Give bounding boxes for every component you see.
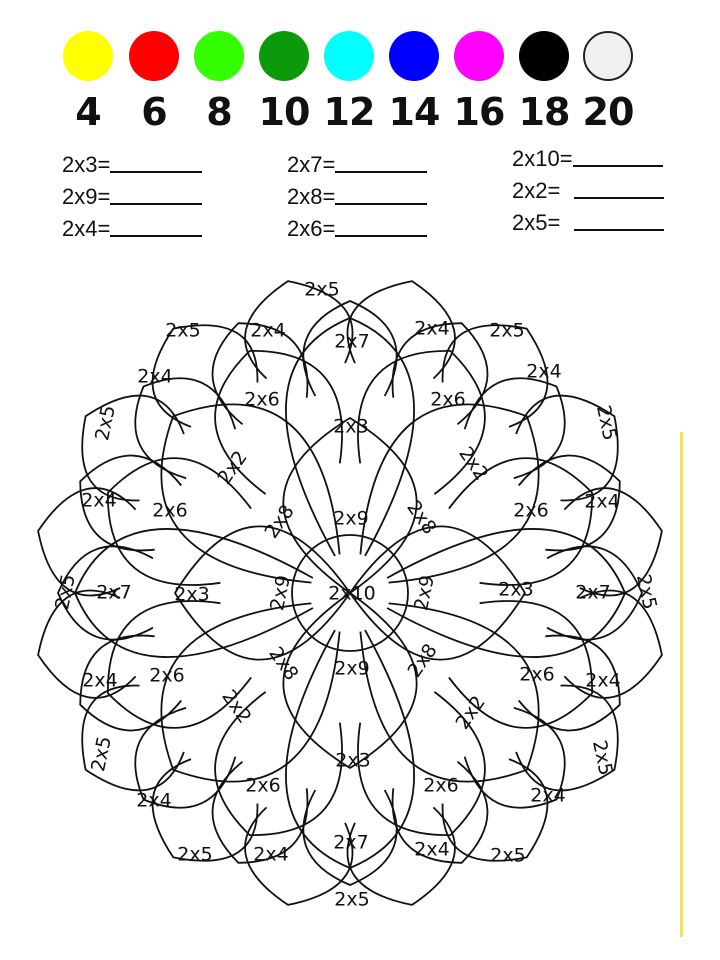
key-value-16: 16	[453, 90, 505, 134]
region-label: 2x6	[152, 499, 188, 522]
region-label: 2x4	[81, 489, 117, 512]
equation-text: 2x7=	[287, 152, 336, 177]
equation-2x8	[287, 180, 427, 210]
equation-text: 2x9=	[62, 184, 111, 209]
equation-2x5	[512, 206, 664, 236]
key-value-12: 12	[323, 90, 375, 134]
region-label: 2x7	[96, 581, 132, 604]
diag-lobe-3[interactable]	[161, 404, 339, 582]
region-label: 2x4	[414, 317, 450, 340]
equation-text: 2x2=	[512, 178, 561, 203]
region-label: 2x4	[137, 365, 173, 388]
answer-line[interactable]	[335, 203, 427, 205]
region-label: 2x4	[584, 490, 620, 513]
equation-text: 2x8=	[287, 184, 336, 209]
key-value-8: 8	[206, 90, 232, 134]
region-label: 2x8	[402, 496, 441, 539]
region-label: 2x4	[253, 843, 289, 866]
diag-lobe-2[interactable]	[161, 603, 339, 781]
key-value-18: 18	[518, 90, 570, 134]
region-label: 2x5	[177, 843, 213, 866]
region-label: 2x2	[213, 446, 252, 489]
region-label: 2x5	[490, 844, 526, 867]
color-key	[0, 0, 720, 140]
region-label: 2x5	[489, 319, 525, 342]
region-label: 2x7	[333, 831, 369, 854]
equation-text: 2x6=	[287, 216, 336, 241]
equation-2x3	[62, 148, 202, 178]
key-value-10: 10	[258, 90, 310, 134]
region-label: 2x9	[333, 507, 369, 530]
key-value-14: 14	[388, 90, 440, 134]
region-label: 2x5	[51, 572, 80, 612]
flower-coloring-mandala	[30, 258, 670, 930]
region-label: 2x5	[334, 888, 370, 911]
equation-text: 2x3=	[62, 152, 111, 177]
swatch-magenta[interactable]	[454, 31, 504, 81]
region-label: 2x4	[250, 319, 286, 342]
equation-2x2	[512, 174, 664, 204]
region-label: 2x6	[430, 388, 466, 411]
swatch-blue[interactable]	[389, 31, 439, 81]
diag-lobe-1[interactable]	[360, 603, 538, 781]
region-label: 2x5	[592, 403, 621, 443]
region-label: 2x3	[335, 749, 371, 772]
answer-line[interactable]	[110, 171, 202, 173]
center-lens-2[interactable]	[283, 593, 416, 768]
region-label: 2x9	[410, 573, 439, 613]
swatch-white[interactable]	[583, 31, 633, 81]
equation-2x10	[512, 142, 663, 172]
region-label: 2x7	[575, 581, 611, 604]
region-label: 2x5	[91, 403, 120, 443]
region-label: 2x5	[165, 319, 201, 342]
page-edge-line	[680, 432, 683, 937]
region-label: 2x5	[632, 572, 661, 612]
answer-line[interactable]	[573, 165, 663, 167]
swatch-red[interactable]	[129, 31, 179, 81]
equation-text: 2x4=	[62, 216, 111, 241]
region-label: 2x3	[333, 415, 369, 438]
region-label: 2x2	[217, 685, 256, 728]
equation-2x4	[62, 212, 202, 242]
equation-text: 2x5=	[512, 210, 561, 235]
swatch-dark-green[interactable]	[259, 31, 309, 81]
flower-labels	[51, 279, 661, 911]
region-label: 2x6	[423, 774, 459, 797]
equation-2x9	[62, 180, 202, 210]
key-value-20: 20	[582, 90, 634, 134]
region-label: 2x4	[530, 784, 566, 807]
region-label: 2x9	[266, 573, 295, 613]
answer-line[interactable]	[110, 235, 202, 237]
swatch-black[interactable]	[519, 31, 569, 81]
equation-2x6	[287, 212, 427, 242]
answer-line[interactable]	[335, 235, 427, 237]
diag-lobe-0[interactable]	[360, 404, 538, 582]
key-value-4: 4	[75, 90, 101, 134]
region-label: 2x10	[328, 582, 376, 605]
key-value-6: 6	[141, 90, 167, 134]
region-label: 2x8	[264, 642, 303, 685]
center-lens-0[interactable]	[283, 415, 416, 593]
region-label: 2x9	[334, 657, 370, 680]
region-label: 2x4	[526, 360, 562, 383]
swatch-light-green[interactable]	[194, 31, 244, 81]
region-label: 2x5	[87, 734, 116, 774]
region-label: 2x6	[244, 388, 280, 411]
region-label: 2x4	[414, 838, 450, 861]
swatch-yellow[interactable]	[63, 31, 113, 81]
swatch-cyan[interactable]	[324, 31, 374, 81]
region-label: 2x3	[174, 583, 210, 606]
region-label: 2x2	[451, 691, 490, 734]
region-label: 2x6	[513, 499, 549, 522]
region-label: 2x6	[519, 663, 555, 686]
answer-line[interactable]	[574, 197, 664, 199]
equation-list	[0, 140, 720, 250]
equation-text: 2x10=	[512, 146, 573, 171]
region-label: 2x5	[304, 278, 340, 301]
region-label: 2x6	[245, 774, 281, 797]
region-label: 2x4	[82, 669, 118, 692]
region-label: 2x6	[149, 664, 185, 687]
region-label: 2x3	[498, 578, 534, 601]
region-label: 2x8	[260, 500, 299, 543]
region-label: 2x8	[403, 639, 442, 682]
equation-2x7	[287, 148, 427, 178]
answer-line[interactable]	[335, 171, 427, 173]
answer-line[interactable]	[110, 203, 202, 205]
region-label: 2x5	[588, 738, 617, 778]
region-label: 2x7	[334, 330, 370, 353]
region-label: 2x4	[585, 669, 621, 692]
region-label: 2x4	[136, 789, 172, 812]
answer-line[interactable]	[574, 229, 664, 231]
region-label: 2x2	[454, 442, 493, 485]
